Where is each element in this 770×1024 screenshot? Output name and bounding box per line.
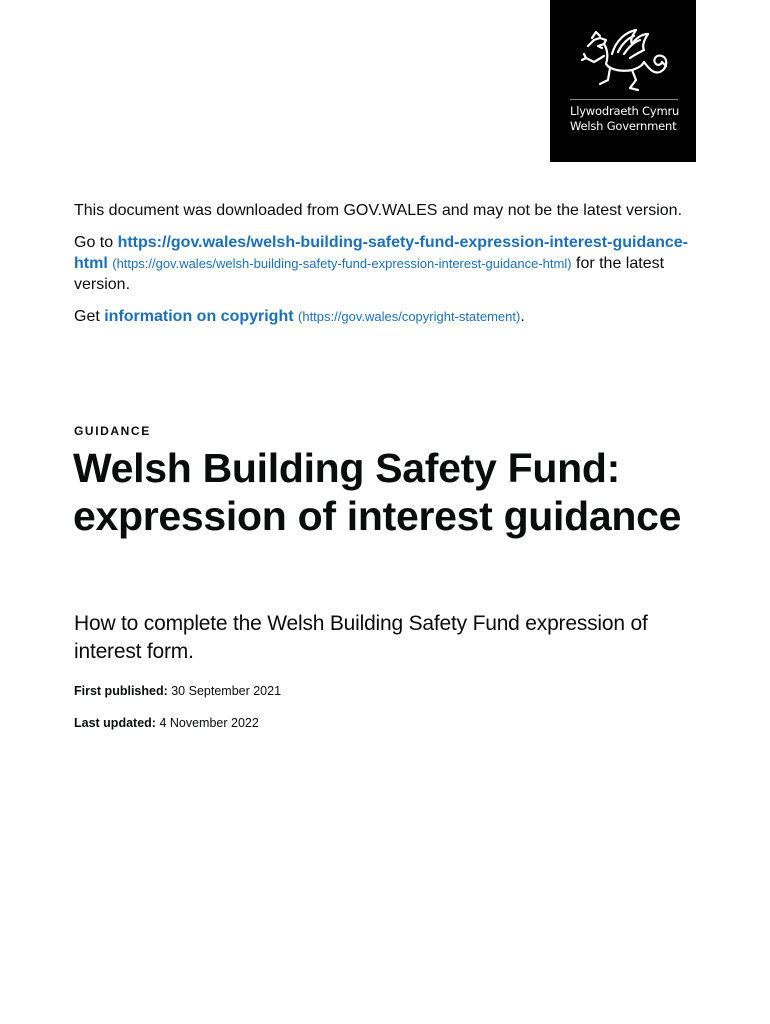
welsh-dragon-icon [578,26,670,98]
download-notice [74,200,694,327]
copyright-paragraph [74,306,694,327]
last-updated-value: 4 November 2022 [159,716,259,730]
document-summary: How to complete the Welsh Building Safety Fund expression of interest form. [74,612,648,663]
copyright-url[interactable]: (https://gov.wales/copyright-statement) [298,309,521,324]
first-published-value: 30 September 2021 [171,684,282,698]
welsh-government-logo [550,0,696,162]
latest-version-paragraph [74,232,694,295]
logo-text [570,104,679,134]
copyright-prefix: Get [74,308,105,325]
page-title: Welsh Building Safety Fund: expression of interest guidance [73,445,682,539]
goto-suffix: for the latest version. [74,255,665,293]
downloaded-notice-text: This document was downloaded from GOV.WALES and may not be the latest version. [74,202,683,219]
logo-divider [570,99,678,100]
last-updated-label: Last updated: [74,716,156,730]
latest-version-link[interactable]: https://gov.wales/welsh-building-safety-fund-expression-interest-guidance-html [74,234,689,272]
copyright-suffix: . [520,308,525,325]
latest-version-url[interactable]: (https://gov.wales/welsh-building-safety-fund-expression-interest-guidance-html) [112,256,572,271]
first-published-label: First published: [74,684,168,698]
last-updated [74,715,259,731]
logo-text-welsh: Llywodraeth Cymru [570,104,680,118]
logo-text-english: Welsh Government [570,119,677,133]
document-type-label: GUIDANCE [74,424,151,438]
copyright-link[interactable]: information on copyright [104,308,294,325]
first-published [74,683,281,699]
goto-prefix: Go to [74,234,118,251]
